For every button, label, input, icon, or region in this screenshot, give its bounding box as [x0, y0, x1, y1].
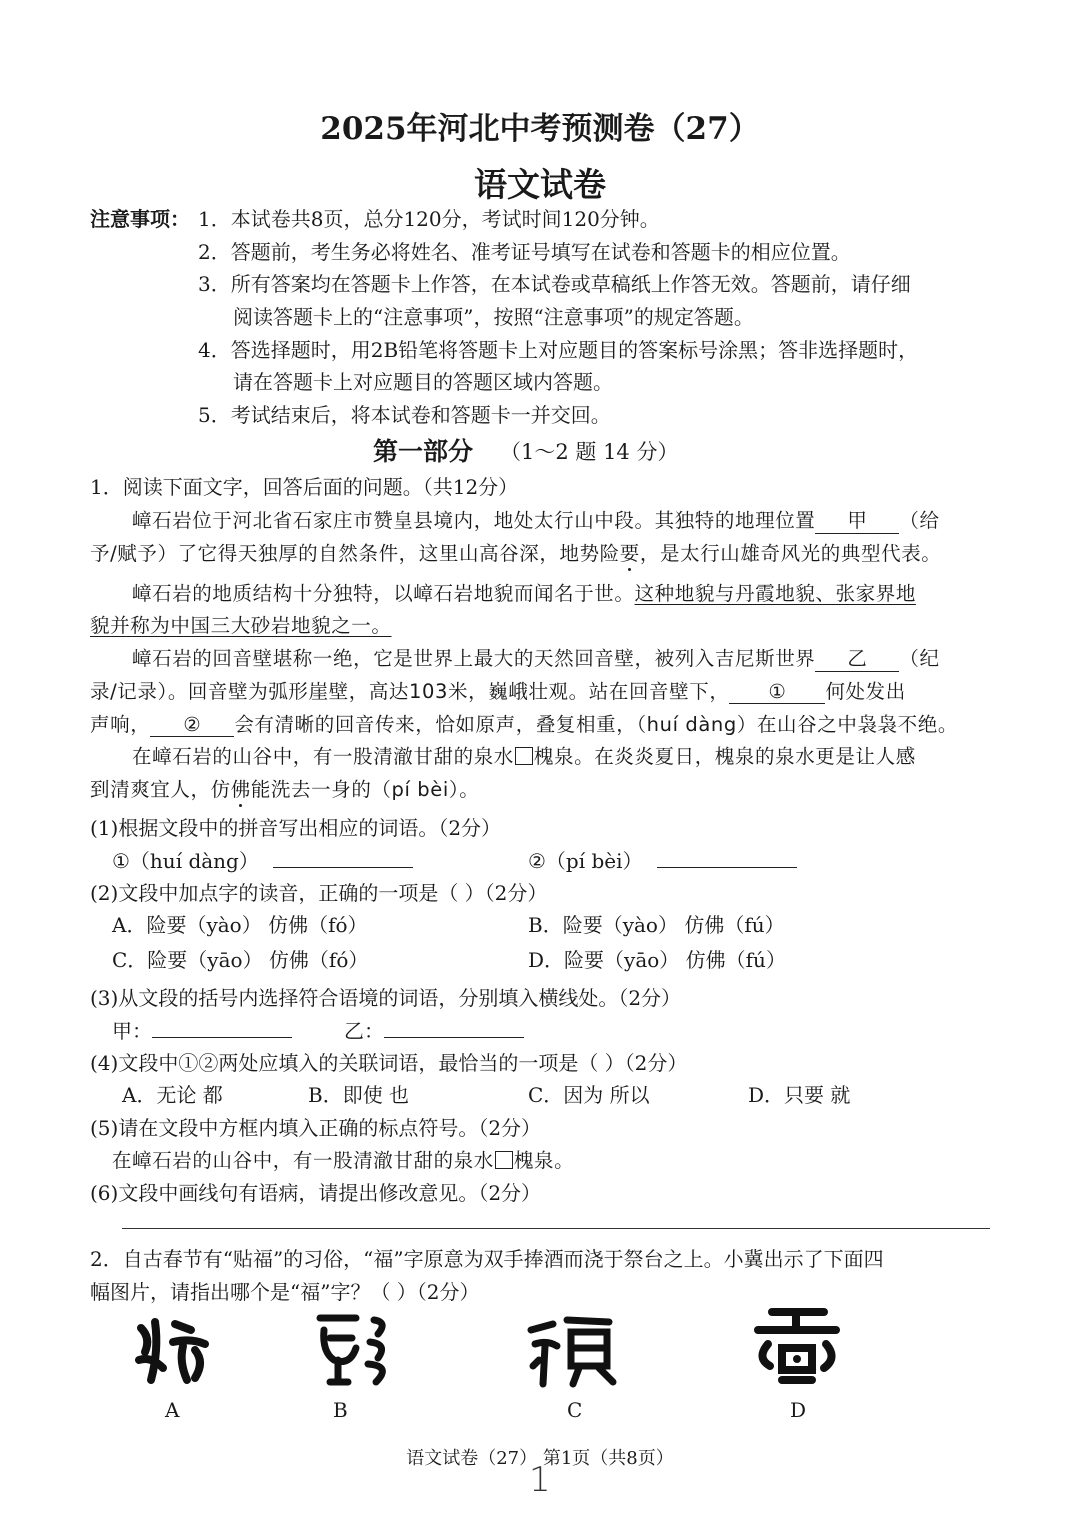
answer-line[interactable] — [273, 867, 413, 868]
dotted-char: 佛 — [230, 778, 251, 801]
sub2-question: (2)文段中加点字的读音，正确的一项是（ ）（2分） — [90, 881, 548, 905]
answer-line[interactable] — [384, 1037, 524, 1038]
blank-yi: 乙 — [815, 643, 899, 672]
sub2-option-a[interactable]: A．险要（yào） 仿佛（fó） — [112, 913, 368, 937]
notice-item-4: 4．答选择题时，用2B铅笔将答题卡上对应题目的答案标号涂黑；答非选择题时， — [198, 338, 919, 362]
ancient-glyph-d — [752, 1304, 842, 1392]
sub1-item-a: ①（huí dàng） — [112, 845, 413, 874]
sub3-jia: 甲： — [112, 1015, 292, 1044]
sub4-option-a[interactable]: A．无论 都 — [122, 1083, 223, 1107]
q2-stem-line1: 2．自古春节有“贴福”的习俗，“福”字原意为双手捧酒而浇于祭台之上。小冀出示了下面四 — [90, 1247, 884, 1271]
page-number: 1 — [529, 1460, 551, 1500]
blank-1: ① — [729, 680, 825, 704]
answer-line[interactable] — [657, 867, 797, 868]
part-range: （1～2 题 14 分） — [500, 440, 679, 464]
notice-item-3b: 阅读答题卡上的“注意事项”，按照“注意事项”的规定答题。 — [233, 305, 754, 329]
q1-passage-line: 到清爽宜人，仿佛能洗去一身的（pí bèi）。 — [90, 778, 480, 801]
sub5-sentence: 在嶂石岩的山谷中，有一股清澈甘甜的泉水 槐泉。 — [112, 1149, 575, 1172]
q1-passage-line: 录/记录）。回音壁为弧形崖壁，高达103米，巍峨壮观。站在回音壁下， ① 何处发出 — [90, 680, 906, 703]
sub4-question: (4)文段中①②两处应填入的关联词语，最恰当的一项是（ ）（2分） — [90, 1051, 688, 1075]
sub4-option-b[interactable]: B．即使 也 — [308, 1083, 410, 1107]
exam-subtitle: 语文试卷 — [474, 165, 606, 204]
answer-rule-line — [122, 1228, 990, 1229]
q2-stem-line2: 幅图片，请指出哪个是“福”字？（ ）（2分） — [90, 1280, 480, 1304]
sub1-item-b: ②（pí bèi） — [528, 845, 797, 874]
exam-title: 2025年河北中考预测卷（27） — [320, 111, 760, 147]
q1-stem: 1．阅读下面文字，回答后面的问题。（共12分） — [90, 475, 519, 499]
q1-passage-line: 嶂石岩的回音壁堪称一绝，它是世界上最大的天然回音壁，被列入吉尼斯世界 乙 （纪 — [132, 643, 940, 672]
sub3-yi: 乙： — [344, 1015, 524, 1044]
sub5-question: (5)请在文段中方框内填入正确的标点符号。（2分） — [90, 1116, 542, 1140]
notice-label: 注意事项： — [90, 207, 190, 231]
q1-passage-line: 嶂石岩的地质结构十分独特，以嶂石岩地貌而闻名于世。这种地貌与丹霞地貌、张家界地 — [132, 582, 916, 605]
sub6-question: (6)文段中画线句有语病，请提出修改意见。（2分） — [90, 1181, 542, 1205]
sub2-option-b[interactable]: B．险要（yào） 仿佛（fú） — [528, 913, 785, 937]
part-heading: 第一部分 — [373, 437, 474, 466]
notice-item-4b: 请在答题卡上对应题目的答题区域内答题。 — [233, 370, 613, 394]
glyph-label-d: D — [790, 1398, 807, 1422]
notice-item-5: 5．考试结束后，将本试卷和答题卡一并交回。 — [198, 403, 611, 427]
glyph-label-c: C — [567, 1398, 583, 1422]
sub3-question: (3)从文段的括号内选择符合语境的词语，分别填入横线处。（2分） — [90, 986, 682, 1010]
sub4-option-c[interactable]: C．因为 所以 — [528, 1083, 650, 1107]
blank-jia: 甲 — [815, 505, 899, 534]
sub1-question: (1)根据文段中的拼音写出相应的词语。（2分） — [90, 816, 502, 840]
sub4-option-d[interactable]: D．只要 就 — [748, 1083, 851, 1107]
q1-passage-line: 嶂石岩位于河北省石家庄市赞皇县境内，地处太行山中段。其独特的地理位置 甲 （给 — [132, 505, 940, 534]
ancient-glyph-a — [133, 1310, 213, 1390]
notice-item-3: 3．所有答案均在答题卡上作答，在本试卷或草稿纸上作答无效。答题前，请仔细 — [198, 272, 911, 296]
blank-2: ② — [150, 713, 234, 737]
underlined-sentence: 貌并称为中国三大砂岩地貌之一。 — [90, 614, 392, 637]
notice-item-1: 1．本试卷共8页，总分120分，考试时间120分钟。 — [198, 207, 660, 231]
underlined-sentence: 这种地貌与丹霞地貌、张家界地 — [634, 582, 916, 605]
sub2-option-c[interactable]: C．险要（yāo） 仿佛（fó） — [112, 948, 369, 972]
answer-line[interactable] — [152, 1037, 292, 1038]
glyph-label-b: B — [333, 1398, 348, 1422]
dotted-char: 要 — [619, 542, 640, 565]
q1-passage-line: 声响， ② 会有清晰的回音传来，恰如原声，叠复相重，（huí dàng）在山谷之中袅袅不绝。 — [90, 713, 958, 736]
q1-passage-line — [90, 610, 392, 638]
punctuation-box — [515, 747, 533, 765]
sub2-option-d[interactable]: D．险要（yāo） 仿佛（fú） — [528, 948, 786, 972]
q1-passage-line: 在嶂石岩的山谷中，有一股清澈甘甜的泉水 槐泉。在炎炎夏日，槐泉的泉水更是让人感 — [132, 745, 916, 768]
notice-item-2: 2．答题前，考生务必将姓名、准考证号填写在试卷和答题卡的相应位置。 — [198, 240, 851, 264]
ancient-glyph-c — [527, 1310, 619, 1388]
q1-passage-line: 予/赋予）了它得天独厚的自然条件，这里山高谷深，地势险要，是太行山雄奇风光的典型代表。 — [90, 542, 942, 565]
punctuation-box[interactable] — [495, 1151, 513, 1169]
glyph-label-a: A — [165, 1398, 180, 1422]
page-footer: 语文试卷（27） 第1页（共8页） — [406, 1448, 674, 1469]
ancient-glyph-b — [312, 1308, 402, 1390]
